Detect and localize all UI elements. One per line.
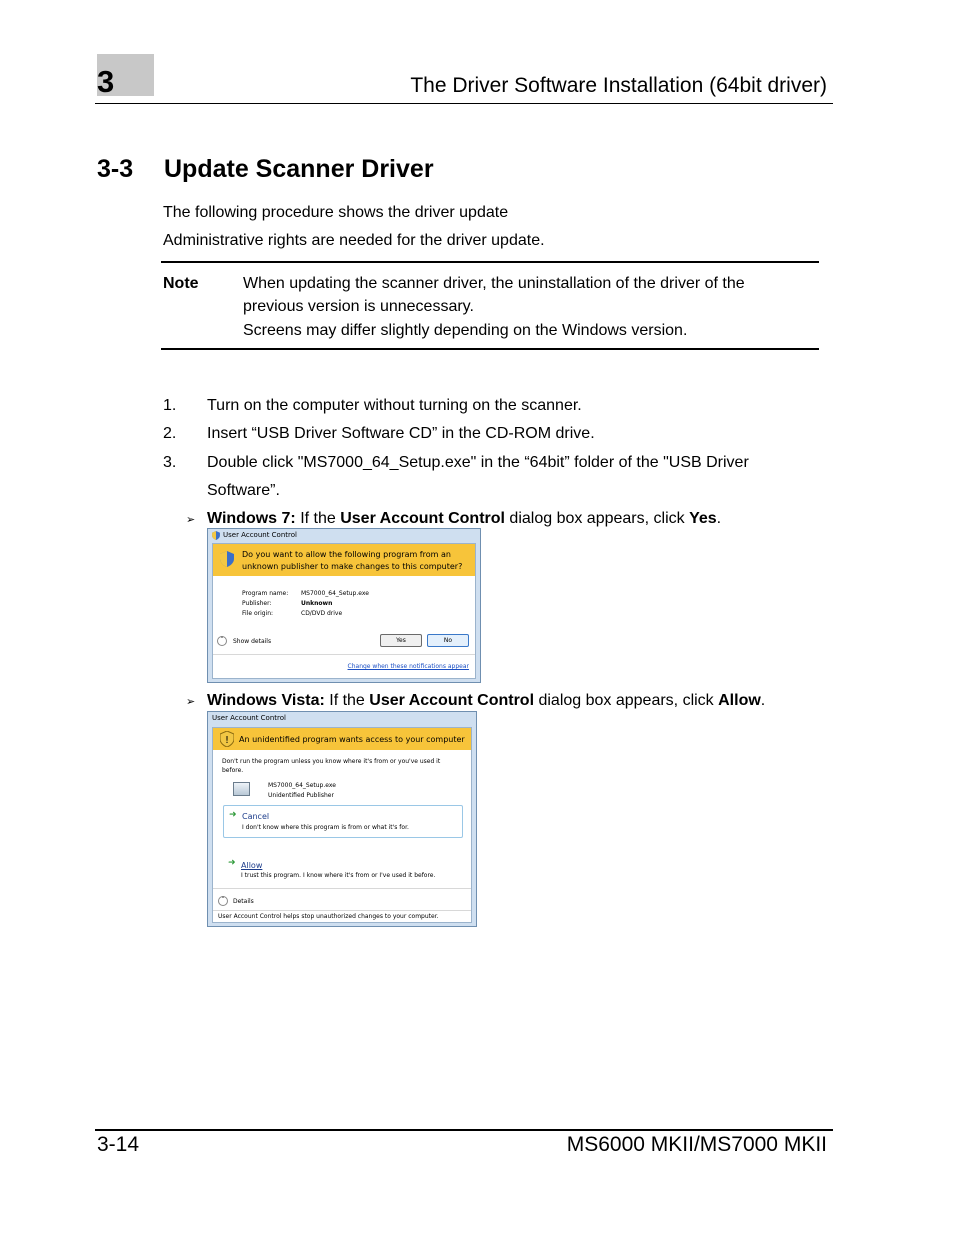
- field-program-value: MS7000_64_Setup.exe: [301, 590, 369, 597]
- bullet-bold-part: Yes: [689, 510, 717, 527]
- dialog-separator: [213, 654, 475, 655]
- step-2-text: Insert “USB Driver Software CD” in the CD-ROM drive.: [207, 425, 595, 442]
- bullet-text-part: .: [716, 510, 722, 527]
- bullet-os: Windows 7:: [207, 510, 296, 527]
- bullet-bold-part: Allow: [718, 692, 761, 709]
- dialog-title: User Account Control: [212, 714, 286, 722]
- footer-model: MS6000 MKII/MS7000 MKII: [566, 1133, 827, 1156]
- program-publisher: Unidentified Publisher: [268, 792, 334, 799]
- chapter-number: 3: [97, 64, 115, 99]
- bullet-text-part: If the: [295, 510, 341, 527]
- allow-option-desc: I trust this program. I know where it's from or I've used it before.: [241, 872, 436, 879]
- step-1-text: Turn on the computer without turning on the scanner.: [207, 397, 582, 414]
- step-3-number: 3.: [163, 454, 177, 471]
- no-button[interactable]: No: [427, 634, 469, 647]
- bullet-arrow-icon: ➢: [186, 696, 196, 708]
- show-details-link[interactable]: Show details: [233, 638, 272, 645]
- allow-option-title[interactable]: Allow: [241, 861, 263, 870]
- header-divider: [95, 103, 833, 104]
- header-title: The Driver Software Installation (64bit driver): [410, 74, 827, 97]
- bullet-text-part: .: [760, 692, 766, 709]
- win7-uac-dialog: [207, 528, 481, 683]
- warning-line-1: Don't run the program unless you know where it's from or you've used it: [222, 758, 441, 765]
- bullet-text-part: dialog box appears, click: [504, 510, 690, 527]
- step-2-number: 2.: [163, 425, 177, 442]
- step-3-text-line-2: Software”.: [207, 482, 280, 499]
- chevron-down-icon[interactable]: ˇ: [217, 636, 227, 646]
- intro-line-2: Administrative rights are needed for the driver update.: [163, 232, 545, 249]
- arrow-right-icon: ➜: [228, 858, 236, 868]
- bullet-text-part: If the: [324, 692, 370, 709]
- footer-divider: [95, 1129, 833, 1131]
- note-bottom-rule: [161, 348, 819, 350]
- intro-line-1: The following procedure shows the driver update: [163, 204, 509, 221]
- page-number: 3-14: [97, 1133, 140, 1156]
- note-top-rule: [161, 261, 819, 263]
- field-origin-label: File origin:: [242, 610, 274, 617]
- warning-shield-icon: [220, 731, 234, 747]
- section-heading: [97, 157, 434, 182]
- cancel-option[interactable]: [223, 805, 463, 838]
- arrow-right-icon: ➜: [229, 810, 237, 820]
- note-line-1: When updating the scanner driver, the uninstallation of the driver of the: [243, 275, 745, 292]
- dialog-separator: [213, 888, 471, 889]
- dialog-banner: [213, 544, 475, 576]
- dialog-banner-text: An unidentified program wants access to your computer: [239, 735, 465, 744]
- uac-shield-icon: [212, 531, 220, 540]
- bullet-windows7: [207, 511, 721, 527]
- field-publisher-label: Publisher:: [242, 600, 272, 607]
- dialog-footer-text: User Account Control helps stop unauthorized changes to your computer.: [218, 913, 439, 920]
- yes-button[interactable]: Yes: [380, 634, 422, 647]
- step-3-text-line-1: Double click "MS7000_64_Setup.exe" in the “64bit” folder of the "USB Driver: [207, 454, 749, 471]
- section-title: Update Scanner Driver: [164, 155, 434, 183]
- bullet-bold-part: User Account Control: [340, 510, 505, 527]
- change-notifications-link[interactable]: Change when these notifications appear: [347, 663, 469, 670]
- details-link[interactable]: Details: [233, 898, 254, 905]
- field-origin-value: CD/DVD drive: [301, 610, 343, 617]
- warning-shield-icon: [220, 551, 234, 567]
- chevron-down-icon[interactable]: ˇ: [218, 896, 228, 906]
- dialog-question: [242, 549, 462, 572]
- field-publisher-value: Unknown: [301, 600, 333, 607]
- note-label: Note: [163, 275, 199, 292]
- bullet-bold-part: User Account Control: [369, 692, 535, 709]
- cancel-option-title: Cancel: [242, 812, 270, 821]
- bullet-os: Windows Vista:: [207, 692, 325, 709]
- vista-uac-dialog: [207, 711, 477, 927]
- field-program-label: Program name:: [242, 590, 289, 597]
- dialog-title: User Account Control: [223, 531, 297, 539]
- section-number: 3-3: [97, 155, 134, 183]
- program-icon: [233, 782, 250, 796]
- dialog-body: [212, 727, 472, 923]
- bullet-text-part: dialog box appears, click: [534, 692, 719, 709]
- note-line-3: Screens may differ slightly depending on the Windows version.: [243, 322, 688, 339]
- step-1-number: 1.: [163, 397, 177, 414]
- svg-text:!: !: [224, 735, 230, 746]
- cancel-option-desc: I don't know where this program is from or what it's for.: [242, 824, 409, 831]
- question-line-2: unknown publisher to make changes to this computer?: [242, 561, 463, 571]
- bullet-arrow-icon: ➢: [186, 514, 196, 526]
- dialog-body: [212, 543, 476, 679]
- bullet-windows-vista: [207, 693, 765, 709]
- program-name: MS7000_64_Setup.exe: [268, 782, 336, 789]
- dialog-separator: [213, 910, 471, 911]
- note-line-2: previous version is unnecessary.: [243, 298, 474, 315]
- dialog-banner: [213, 728, 471, 750]
- question-line-1: Do you want to allow the following program from an: [242, 550, 451, 559]
- warning-line-2: before.: [222, 767, 244, 774]
